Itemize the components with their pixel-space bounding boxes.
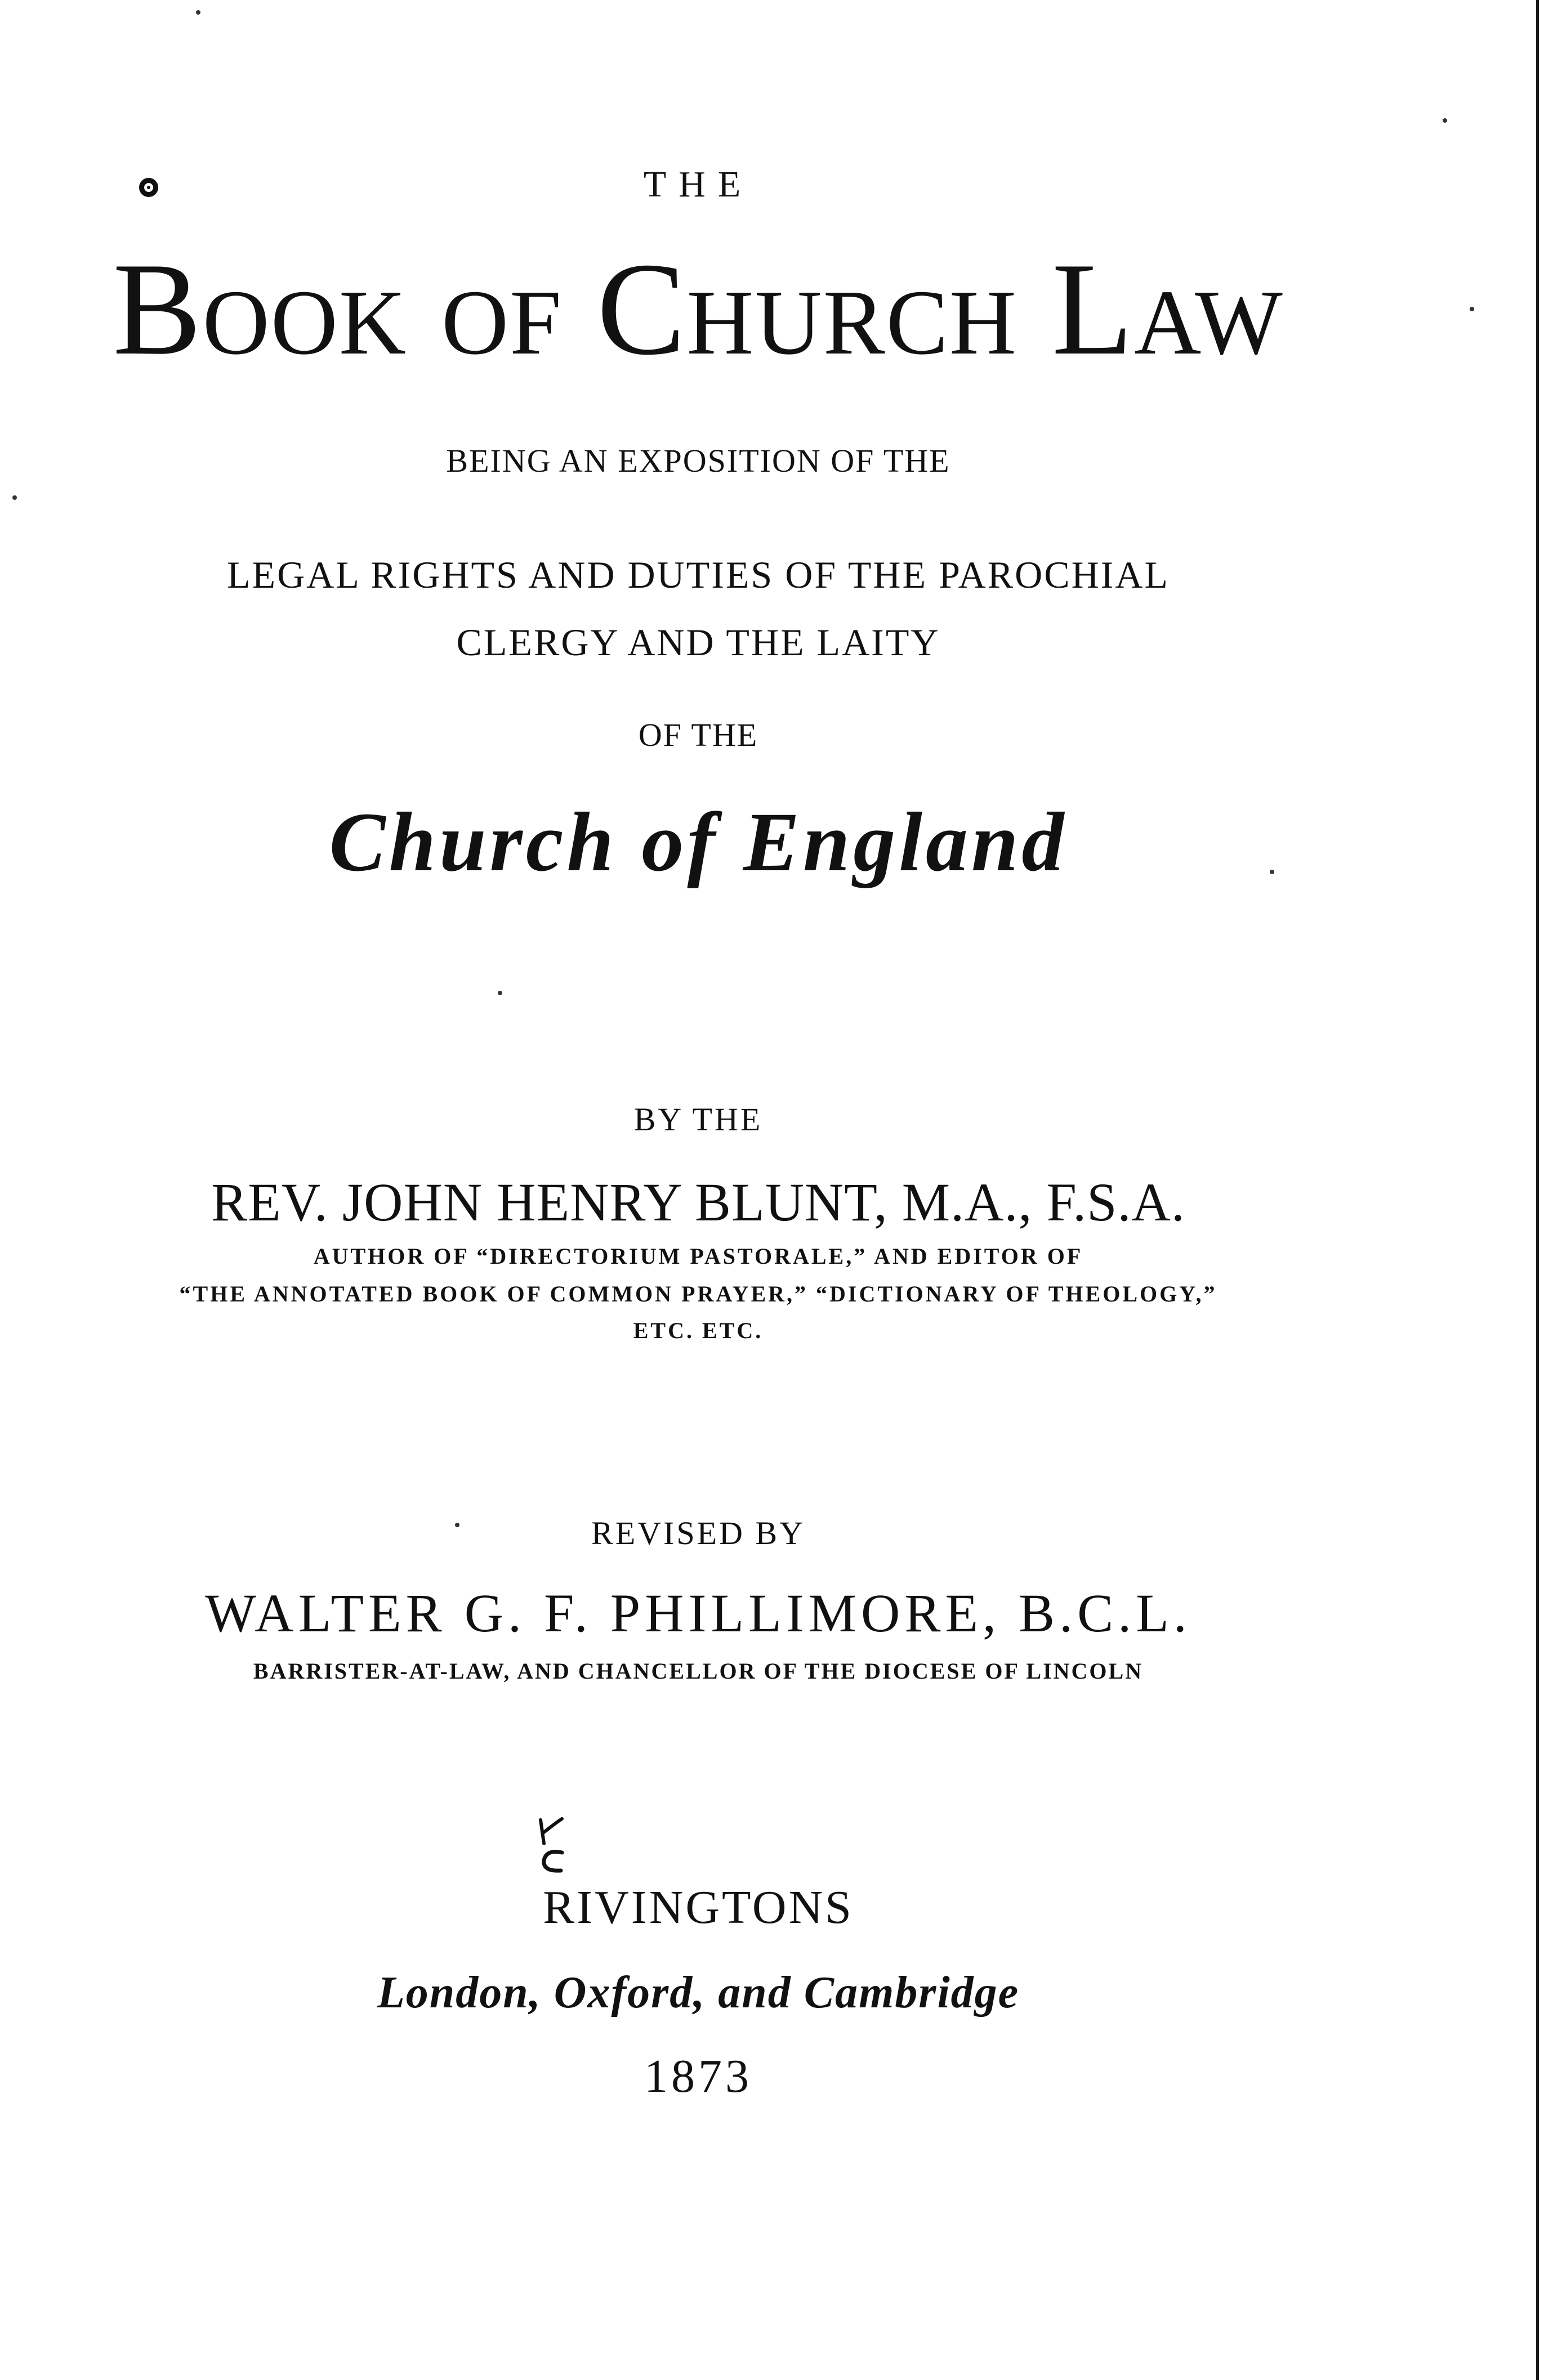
author-name: REV. JOHN HENRY BLUNT, M.A., F.S.A.	[211, 1172, 1185, 1232]
ink-speck	[1470, 307, 1474, 311]
subtitle-line-2: LEGAL RIGHTS AND DUTIES OF THE PAROCHIAL	[227, 553, 1170, 596]
subtitle-line-3: CLERGY AND THE LAITY	[456, 621, 940, 664]
ink-speck	[1270, 870, 1274, 874]
subtitle-line-4: OF THE	[638, 717, 758, 753]
by-label: BY THE	[633, 1101, 763, 1138]
publisher-name: RIVINGTONS	[543, 1881, 854, 1934]
main-title: Book of Church Law	[113, 236, 1284, 383]
reviser-name: WALTER G. F. PHILLIMORE, B.C.L.	[205, 1583, 1191, 1643]
ink-speck	[12, 495, 17, 500]
author-description-line-3: ETC. ETC.	[633, 1318, 764, 1343]
handwritten-mark-icon	[536, 1815, 570, 1877]
title-article: THE	[643, 164, 753, 205]
page-edge-line	[1536, 0, 1539, 2380]
reviser-description: BARRISTER-AT-LAW, AND CHANCELLOR OF THE DIOCESE OF LINCOLN	[253, 1658, 1144, 1684]
author-description-line-2: “THE ANNOTATED BOOK OF COMMON PRAYER,” “DICTIONARY OF THEOLOGY,”	[179, 1281, 1217, 1307]
ink-speck	[455, 1523, 459, 1527]
church-name: Church of England	[329, 795, 1068, 889]
ink-speck	[196, 10, 200, 15]
ink-speck	[1443, 118, 1447, 123]
author-description-line-1: AUTHOR OF “DIRECTORIUM PASTORALE,” AND EDITOR OF	[313, 1243, 1083, 1269]
revised-label: REVISED BY	[591, 1515, 805, 1551]
publisher-places: London, Oxford, and Cambridge	[377, 1968, 1020, 2017]
ink-speck	[498, 991, 502, 995]
subtitle-line-1: BEING AN EXPOSITION OF THE	[446, 442, 950, 479]
publication-year: 1873	[644, 2050, 752, 2102]
